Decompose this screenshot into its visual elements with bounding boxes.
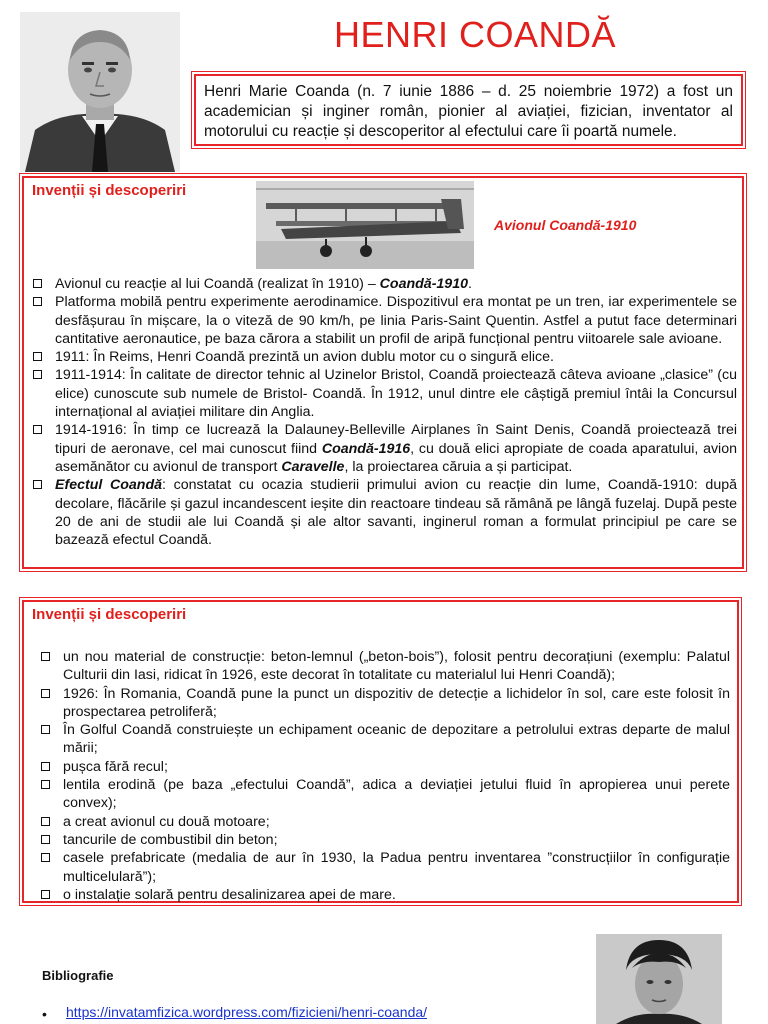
list-item: o instalație solară pentru desalinizarea apei de mare.: [38, 886, 730, 904]
section-title: Invenții și descoperiri: [32, 606, 187, 623]
list-item: pușca fără recul;: [38, 758, 730, 776]
list-item: lentila erodină (pe baza „efectului Coandă”, adica a deviației jetului fluid în apropierea unui perete convex);: [38, 776, 730, 813]
plane-caption: Avionul Coandă-1910: [494, 217, 637, 233]
checkbox-bullet-icon: [41, 890, 50, 899]
list-item: Avionul cu reacție al lui Coandă (realizat în 1910) – Coandă-1910.: [30, 275, 737, 293]
checkbox-bullet-icon: [33, 370, 42, 379]
list-item: 1926: În Romania, Coandă pune la punct un dispozitiv de detecție a lichidelor în sol, care este folosit în prospectarea petroliferă;: [38, 685, 730, 722]
checkbox-bullet-icon: [41, 780, 50, 789]
list-item: Platforma mobilă pentru experimente aerodinamice. Dispozitivul era montat pe un tren, iar experimentele se desfășurau în mișcare, la o viteză de 90 km/h, pe linia Paris-Saint Quentin. Astfel a putut face determinari cantitative aeronautice, pe baza cărora a stabilit un profil de aripă funcțional pentru viitoarele sale avioane.: [30, 293, 737, 348]
checkbox-bullet-icon: [41, 853, 50, 862]
checkbox-bullet-icon: [41, 652, 50, 661]
intro-box: [194, 74, 743, 146]
list-item: 1911: În Reims, Henri Coandă prezintă un avion dublu motor cu o singură elice.: [30, 348, 737, 366]
list-item: un nou material de construcție: beton-lemnul („beton-bois”), folosit pentru decorațiuni (exemplu: Palatul Culturii din Iasi, ridicat în 1926, este decorat în totalitate cu materialul lui Henri Coandă);: [38, 648, 730, 685]
inventions-list-1: [30, 275, 737, 549]
checkbox-bullet-icon: [41, 762, 50, 771]
list-item: tancurile de combustibil din beton;: [38, 831, 730, 849]
plane-photo: [256, 181, 474, 269]
list-item: 1914-1916: În timp ce lucrează la Dalauney-Belleville Airplanes în Saint Denis, Coandă proiectează trei tipuri de aeronave, cel mai cunoscut fiind Coandă-1916, cu două elici apropiate de coada aparatului, avion asemănător cu avionul de transport Caravelle, la proiectarea căruia a și participat.: [30, 421, 737, 476]
intro-text: Henri Marie Coanda (n. 7 iunie 1886 – d. 25 noiembrie 1972) a fost un academician și inginer român, pionier al aviației, fizician, inventator al motorului cu reacție și descoperitor al efectului care îi poartă numele.: [204, 83, 733, 140]
checkbox-bullet-icon: [33, 279, 42, 288]
bibliography-title: Bibliografie: [42, 968, 114, 983]
checkbox-bullet-icon: [41, 725, 50, 734]
list-item: În Golful Coandă construiește un echipament oceanic de depozitare a petrolului extras departe de malul mării;: [38, 721, 730, 758]
young-portrait-photo: [596, 934, 722, 1024]
page-title: HENRI COANDĂ: [333, 14, 617, 55]
checkbox-bullet-icon: [33, 480, 42, 489]
checkbox-bullet-icon: [41, 689, 50, 698]
inventions-list-2: [38, 648, 730, 904]
checkbox-bullet-icon: [41, 817, 50, 826]
bibliography-link[interactable]: https://invatamfizica.wordpress.com/fizicieni/henri-coanda/: [66, 1004, 428, 1020]
list-item: Efectul Coandă: constatat cu ocazia studierii primului avion cu reacție din lume, Coandă-1910: după decolare, flăcările și gazul incandescent ieșite din reactoare tindeau să rămână pe lângă fuzelaj. După peste 20 de ani de studii ale lui Coandă și ale altor savanti, inginerul roman a formulat principiul pe care se bazează efectul Coandă.: [30, 476, 737, 549]
list-item: 1911-1914: În calitate de director tehnic al Uzinelor Bristol, Coandă proiectează câteva avioane „clasice” (cu elice) cunoscute sub numele de Bristol- Coandă. În 1912, unul dintre ele câștigă premiul întâi la Concursul internațional al aviației militare din Anglia.: [30, 366, 737, 421]
section-title: Invenții și descoperiri: [32, 182, 187, 199]
checkbox-bullet-icon: [33, 352, 42, 361]
list-item: a creat avionul cu două motoare;: [38, 813, 730, 831]
checkbox-bullet-icon: [41, 835, 50, 844]
bullet-icon: •: [42, 1006, 47, 1022]
list-item: casele prefabricate (medalia de aur în 1930, la Padua pentru inventarea ”construcțiilor în configurație multicelulară”);: [38, 849, 730, 886]
checkbox-bullet-icon: [33, 425, 42, 434]
checkbox-bullet-icon: [33, 297, 42, 306]
portrait-photo: [20, 12, 180, 172]
